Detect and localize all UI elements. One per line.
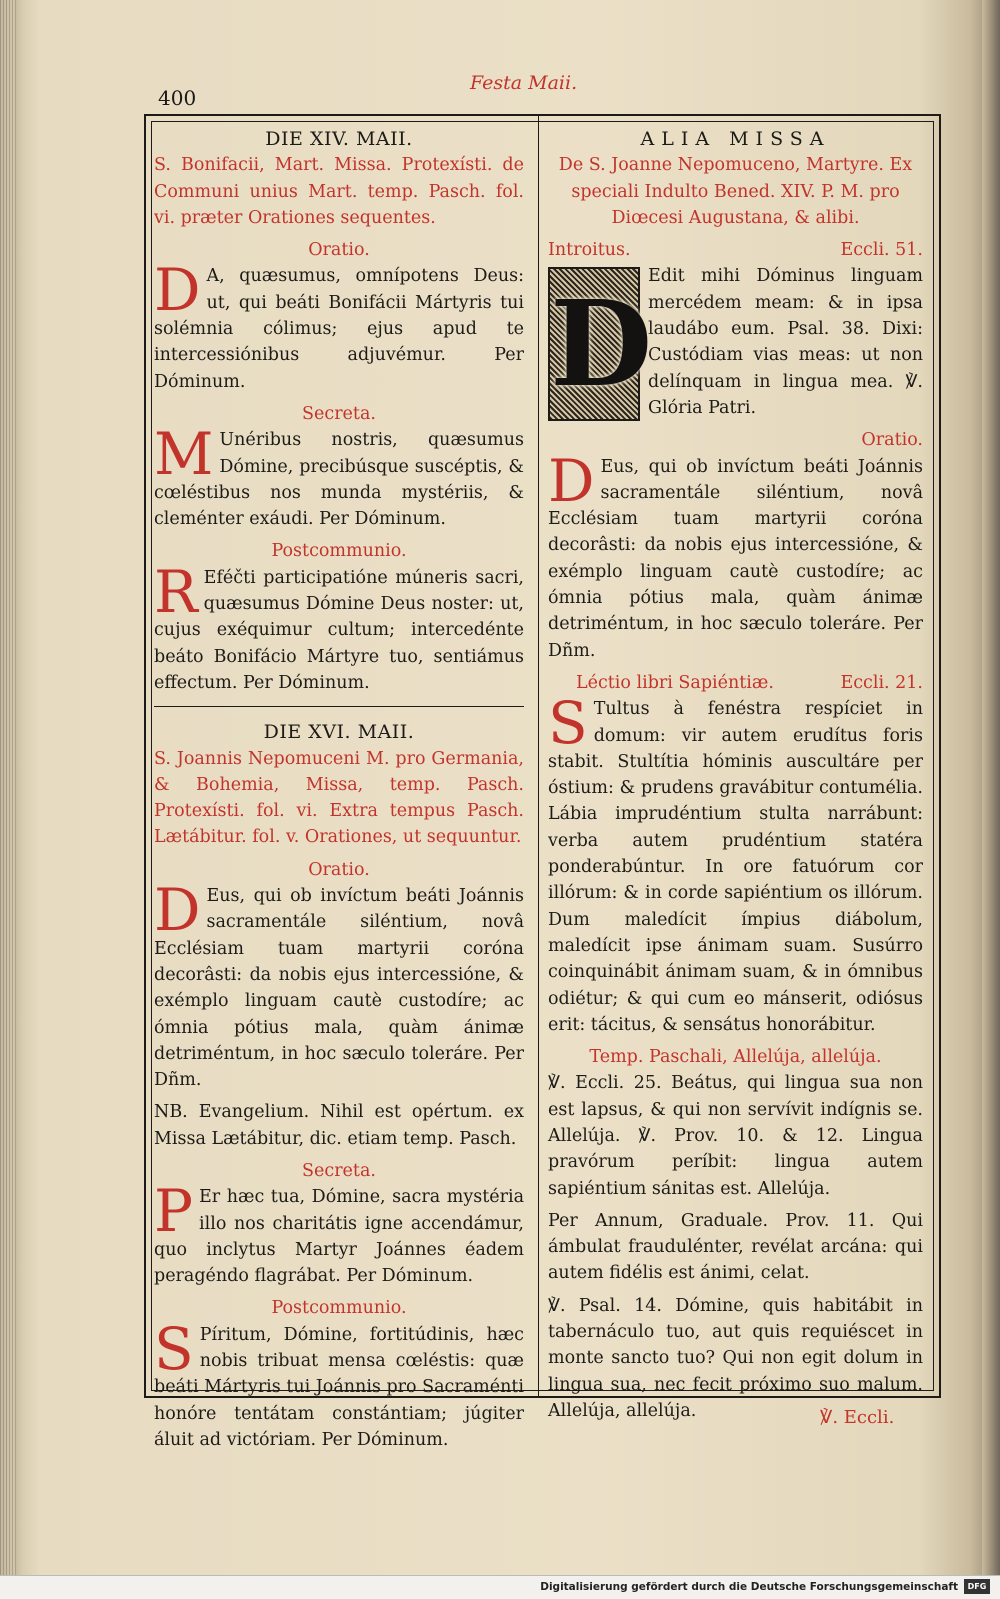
- right-title: ALIA MISSA: [640, 128, 831, 150]
- secreta2-text: Er hæc tua, Dómine, sacra mystéria illo nos charitátis igne accendámur, quo inclytus Martyr Joánnes éadem peragéndo flagrábat. Per Dóminum.: [154, 1187, 524, 1287]
- oratio-right-block: [548, 446, 923, 664]
- heading-secreta-2: Secreta.: [302, 1160, 376, 1181]
- heading-postcommunio: Postcommunio.: [271, 541, 407, 562]
- heading-oratio-right: Oratio.: [861, 430, 923, 451]
- secreta-text: Unéribus nostris, quæsumus Dómine, precibúsque suscéptis, & cœléstibus nos munda mystériis, & cleménter exáudi. Per Dóminum.: [154, 430, 524, 530]
- left-intro-2: S. Joannis Nepomuceni M. pro Germania, & Bohemia, Missa, temp. Pasch. Protexísti. fol. vi. Extra tempus Pasch. Lætábitur. fol. v. Orationes, ut sequuntur.: [154, 748, 524, 848]
- heading-oratio-2: Oratio.: [308, 859, 370, 880]
- page-number: 400: [158, 86, 197, 110]
- introitus-line: [548, 237, 923, 263]
- introitus-ref: Eccli. 51.: [840, 240, 923, 261]
- lectio-line: [548, 670, 923, 696]
- drop-cap: D: [154, 256, 201, 325]
- woodcut-initial-letter: D: [550, 274, 653, 414]
- lectio-head: Léctio libri Sapiéntiæ.: [576, 672, 774, 693]
- drop-cap: M: [154, 420, 214, 489]
- secreta2-block: [154, 1177, 524, 1289]
- oratio-text: A, quæsumus, omnípotens Deus: ut, qui beáti Bonifácii Mártyris tui solémnia cólimus; ejus apud te intercessiónibus adjuvémur. Per Dóminum.: [154, 266, 524, 392]
- lectio-ref: Eccli. 21.: [840, 672, 923, 693]
- versicle-eccli: ℣. Eccli. 25. Beátus, qui lingua sua non est lapsus, & qui non servívit indígnis se. Allelúja. ℣. Prov. 10. & 12. Lingua pravórum períbit: lingua autem sapiéntium sánitas est. Allelúja.: [548, 1073, 923, 1199]
- woodcut-initial: [548, 267, 653, 421]
- right-column: [548, 126, 923, 1430]
- lectio-text: Tultus à fenéstra respíciet in domum: vir autem erudítus foris stabit. Stultítia hóminis auscultáre per óstium: & prudens gravábitur contumélia. Lábia imprudéntium stulta narrábunt: verba autem prudéntium statéra ponderabúntur. In ore fatuórum cor illórum: & in corde sapiéntium os illórum. Dum maledícit ímpius diábolum, maledícit ipse ánimam suam. Susúrro coinquinábit ánimam suam, & in ómnibus odiétur; & qui cum eo mánserit, odiósus erit: tácitus, & sensátus honorábitur.: [548, 699, 923, 1035]
- drop-cap: D: [154, 876, 201, 945]
- left-column: [154, 126, 524, 1459]
- postcommunio2-text: Píritum, Dómine, fortitúdinis, hæc nobis tribuat mensa cœléstis: quæ beáti Mártyris tui Joánnis pro Sacraménti honóre tentátam constántiam; júgiter áluit ad victóriam. Per Dóminum.: [154, 1324, 524, 1450]
- drop-cap: S: [154, 1314, 194, 1383]
- running-head: Festa Maii.: [470, 72, 578, 94]
- left-title-2: DIE XVI. MAII.: [263, 721, 415, 744]
- left-title-1: DIE XIV. MAII.: [265, 128, 413, 150]
- introitus-label: Introitus.: [548, 240, 631, 261]
- dfg-logo: DFG: [964, 1579, 990, 1594]
- versicle-psal: ℣. Psal. 14. Dómine, quis habitábit in tabernáculo tuo, aut quis requiéscet in monte sancto tuo? Qui non egit dolum in lingua sua, nec fecit próximo suo malum. Allelúja, allelúja.: [548, 1295, 923, 1421]
- postcommunio2-block: [154, 1314, 524, 1453]
- catchword: ℣. Eccli.: [820, 1407, 895, 1428]
- introitus-block: [548, 263, 923, 421]
- drop-cap: P: [154, 1177, 194, 1246]
- binding-edge: [982, 0, 1000, 1575]
- footer-credit: Digitalisierung gefördert durch die Deutsche Forschungsgemeinschaft: [540, 1581, 958, 1593]
- column-rule: [538, 116, 539, 1396]
- postcommunio-text: Eféčti participatióne múneris sacri, quæsumus Dómine Deus noster: ut, cujus exéquimur cultum; intercedénte beáto Bonifácio Mártyre tuo, sentiámus effectum. Per Dóminum.: [154, 567, 524, 693]
- per-annum-graduale: Per Annum, Graduale. Prov. 11. Qui ámbulat fraudulénter, revélat arcána: qui autem fidélis est ánimi, celat.: [548, 1210, 923, 1284]
- heading-postcommunio-2: Postcommunio.: [271, 1298, 407, 1319]
- temp-paschali: Temp. Paschali, Allelúja, allelúja.: [589, 1047, 882, 1068]
- page-stack-edge: [0, 0, 16, 1575]
- drop-cap: D: [548, 446, 595, 515]
- section-separator: [154, 706, 524, 707]
- heading-secreta: Secreta.: [302, 403, 376, 424]
- text-frame: [144, 114, 941, 1450]
- digitization-footer: [0, 1575, 1000, 1599]
- drop-cap: R: [154, 557, 198, 626]
- lectio-block: [548, 689, 923, 1038]
- left-intro-1: S. Bonifacii, Mart. Missa. Protexísti. de Communi unius Mart. temp. Pasch. fol. vi. præter Orationes sequentes.: [154, 155, 524, 228]
- nb-note: NB. Evangelium. Nihil est opértum. ex Missa Lætábitur, dic. etiam temp. Pasch.: [154, 1102, 524, 1149]
- secreta-block: [154, 420, 524, 532]
- drop-cap: S: [548, 689, 588, 758]
- introitus-text: Edit mihi Dóminus linguam mercédem meam: & in ipsa laudábo eum. Psal. 38. Dixi: Custódiam vias meas: ut non delínquam in lingua mea. ℣. Glória Patri.: [648, 266, 923, 418]
- oratio2-block: [154, 876, 524, 1093]
- oratio-right-text: Eus, qui ob invíctum beáti Joánnis sacramentále siléntium, novâ Ecclésiam tuam martyrii coróna decorâsti: da nobis ejus intercessióne, & exémplo linguam cautè custodíre; ac ómnia pótius mala, quàm ánimæ detriméntum, in hoc sæculo toleráre. Per Dñm.: [548, 456, 923, 661]
- heading-oratio: Oratio.: [308, 240, 370, 261]
- oratio-block: [154, 256, 524, 394]
- postcommunio-block: [154, 557, 524, 696]
- oratio2-text: Eus, qui ob invíctum beáti Joánnis sacramentále siléntium, novâ Ecclésiam tuam martyrii coróna decorâsti: da nobis ejus intercessióne, & exémplo linguam cautè custodíre; ac ómnia pótius mala, quàm ánimæ detriméntum, in hoc sæculo toleráre. Per Dñm.: [154, 886, 524, 1091]
- right-intro: De S. Joanne Nepomuceno, Martyre. Ex speciali Indulto Bened. XIV. P. M. pro Diœcesi Augustana, & alibi.: [558, 155, 913, 228]
